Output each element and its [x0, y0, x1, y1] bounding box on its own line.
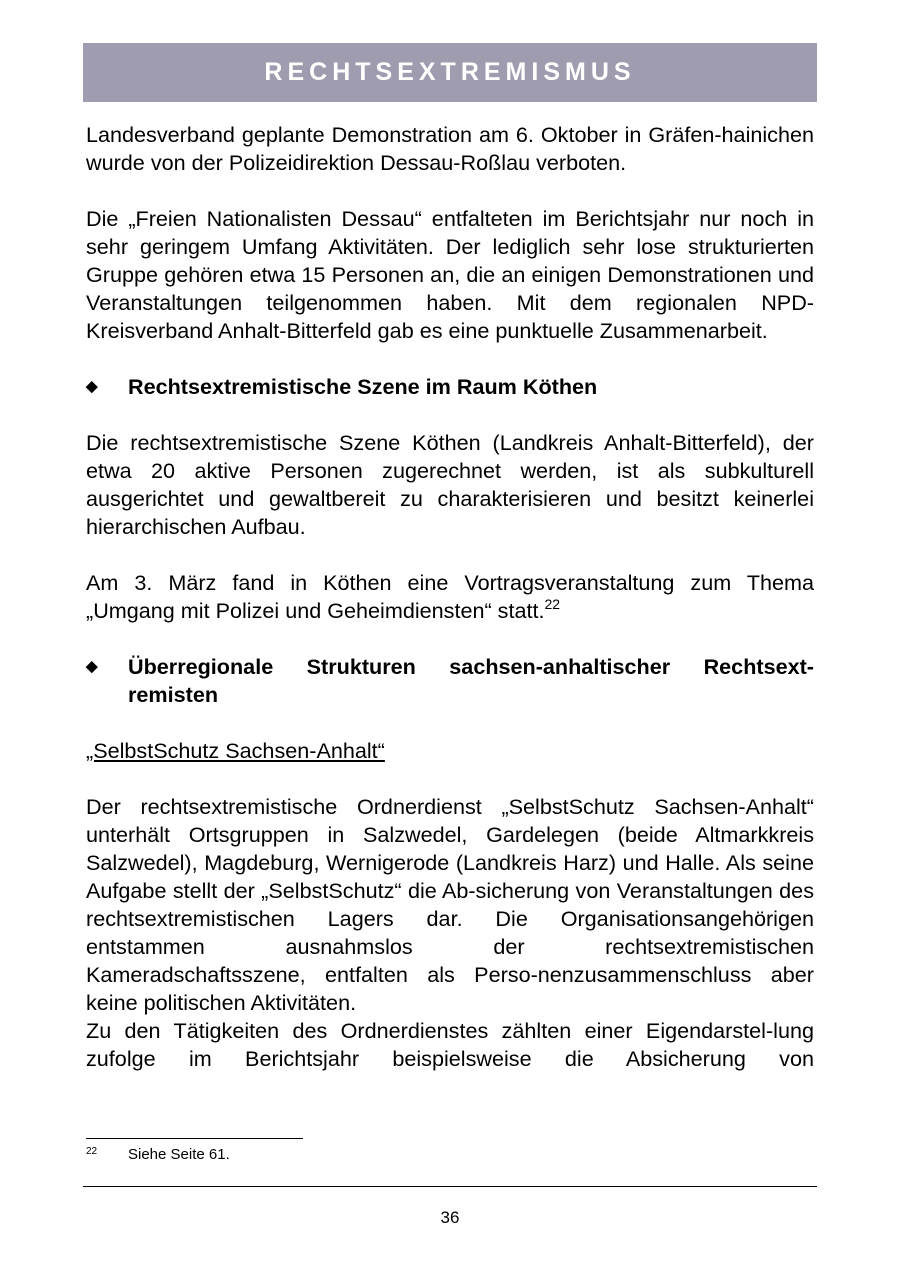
paragraph-4 [86, 569, 814, 625]
heading-ueberregional-text: Überregionale Strukturen sachsen-anhaltischer Rechtsext-remisten [128, 654, 814, 707]
paragraph-4-text: Am 3. März fand in Köthen eine Vortragsveranstaltung zum Thema „Umgang mit Polizei und Geheimdiensten“ statt. [86, 570, 814, 623]
diamond-bullet-icon: ◆ [86, 378, 98, 395]
footnote-number: 22 [86, 1146, 98, 1157]
page-number: 36 [440, 1208, 460, 1227]
paragraph-3: Die rechtsextremistische Szene Köthen (Landkreis Anhalt-Bitterfeld), der etwa 20 aktive Personen zugerechnet werden, ist als subkulturell ausgerichtet und gewaltbereit zu charakterisieren und besitzt keinerlei hierarchischen Aufbau. [86, 430, 814, 539]
paragraph-2: Die „Freien Nationalisten Dessau“ entfalteten im Berichtsjahr nur noch in sehr geringem Umfang Aktivitäten. Der lediglich sehr lose strukturierten Gruppe gehören etwa 15 Personen an, die an einigen Demonstrationen und Veranstaltungen teilgenommen haben. Mit dem regionalen NPD-Kreisverband Anhalt-Bitterfeld gab es eine punktuelle Zusammenarbeit. [86, 206, 814, 343]
subheading-selbstschutz: „SelbstSchutz Sachsen-Anhalt“ [86, 738, 385, 763]
footnote-reference: 22 [544, 596, 561, 612]
diamond-bullet-icon: ◆ [86, 658, 98, 675]
paragraph-6: Zu den Tätigkeiten des Ordnerdienstes zählten einer Eigendarstel-lung zufolge im Berichtsjahr beispielsweise die Absicherung von [86, 1018, 814, 1071]
heading-koethen [86, 373, 814, 401]
footnote-text: Siehe Seite 61. [128, 1146, 230, 1163]
paragraph-1: Landesverband geplante Demonstration am 6. Oktober in Gräfen-hainichen wurde von der Polizeidirektion Dessau-Roßlau verboten. [86, 122, 814, 175]
footnote-divider [86, 1138, 303, 1139]
paragraph-5: Der rechtsextremistische Ordnerdienst „SelbstSchutz Sachsen-Anhalt“ unterhält Ortsgruppen in Salzwedel, Gardelegen (beide Altmarkkreis Salzwedel), Magdeburg, Wernigerode (Landkreis Harz) und Halle. Als seine Aufgabe stellt der „SelbstSchutz“ die Ab-sicherung von Veranstaltungen des rechtsextremistischen Lagers dar. Die Organisationsangehörigen entstammen ausnahmslos der rechtsextremistischen Kameradschaftsszene, entfalten als Perso-nenzusammenschluss aber keine politischen Aktivitäten. [86, 794, 814, 1015]
heading-koethen-text: Rechtsextremistische Szene im Raum Köthen [128, 374, 598, 399]
footnote [86, 1145, 230, 1165]
page-footer-divider [83, 1186, 817, 1187]
heading-ueberregional [86, 653, 814, 709]
section-title: RECHTSEXTREMISMUS [264, 58, 636, 86]
page-header-band [83, 43, 817, 102]
body-text [86, 121, 814, 1073]
